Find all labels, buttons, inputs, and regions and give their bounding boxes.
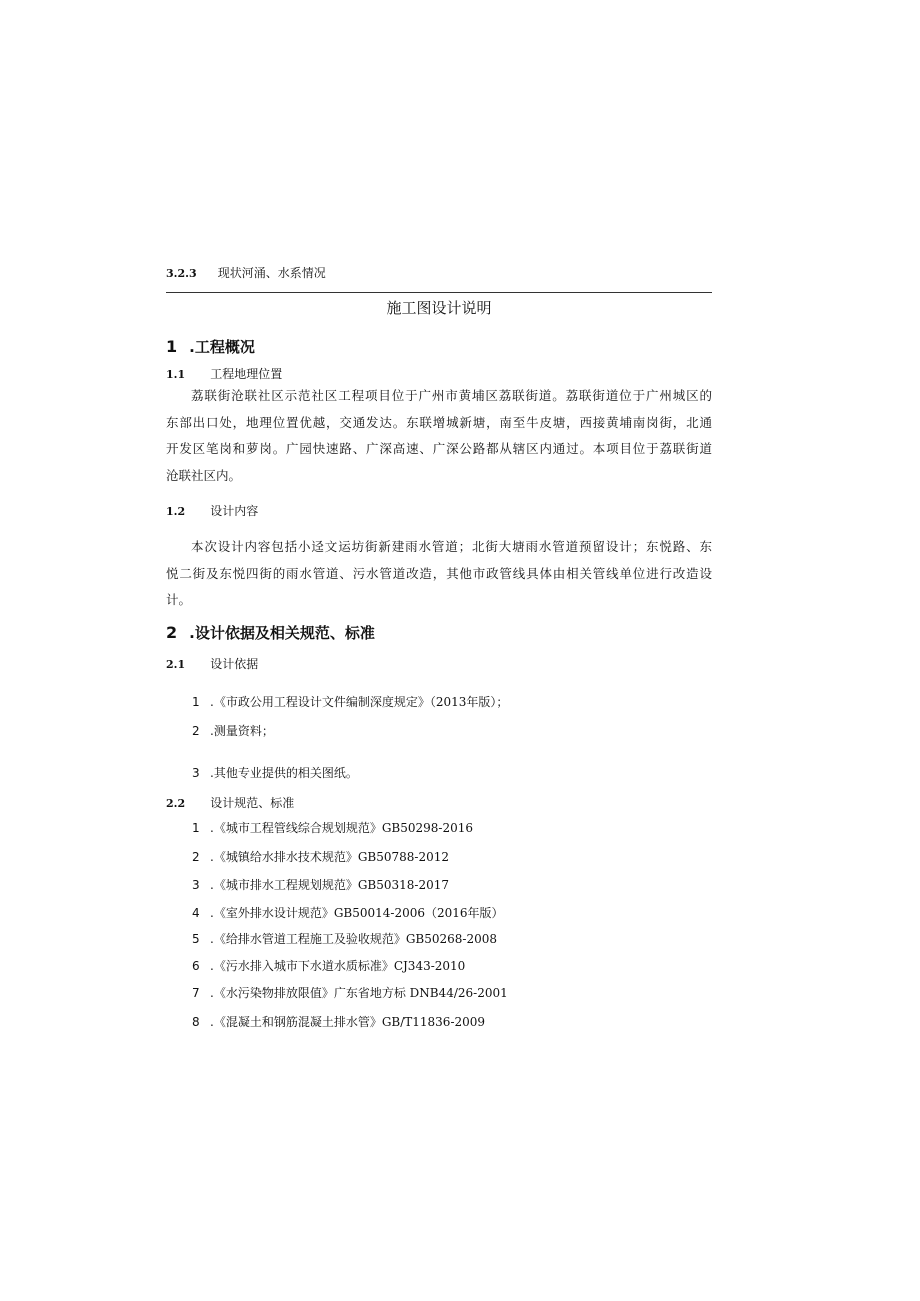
subsection-2-2-number: 2.2 bbox=[166, 797, 186, 810]
paragraph-1-1 bbox=[166, 383, 712, 489]
list-item-number: 5 bbox=[192, 932, 200, 946]
list-item bbox=[192, 819, 473, 836]
paragraph-line: 悦二街及东悦四街的雨水管道、污水管道改造，其他市政管线具体由相关管线单位进行改造设 bbox=[166, 565, 712, 581]
list-item-text: .《给排水管道工程施工及验收规范》GB50268-2008 bbox=[210, 932, 497, 946]
section-1-heading bbox=[166, 336, 255, 357]
list-item-number: 1 bbox=[192, 695, 200, 709]
list-item-text: .《城市排水工程规划规范》GB50318-2017 bbox=[210, 878, 449, 892]
list-item-text: .《水污染物排放限值》广东省地方标 DNB44/26-2001 bbox=[210, 986, 508, 1000]
paragraph-line: 荔联街沧联社区示范社区工程项目位于广州市黄埔区荔联街道。荔联街道位于广州城区的 bbox=[191, 388, 712, 403]
list-item-number: 3 bbox=[192, 766, 200, 780]
subsection-2-1-number: 2.1 bbox=[166, 658, 186, 671]
header-section bbox=[166, 262, 326, 281]
list-item-number: 2 bbox=[192, 850, 200, 864]
subsection-2-1-heading bbox=[166, 653, 258, 672]
header-divider bbox=[166, 292, 712, 293]
section-2-number: 2 bbox=[166, 623, 178, 642]
list-item-text: .《室外排水设计规范》GB50014-2006（2016年版） bbox=[210, 906, 504, 920]
subsection-1-1-heading bbox=[166, 363, 282, 382]
list-item-text: .《混凝土和钢筋混凝土排水管》GB/T11836-2009 bbox=[210, 1015, 486, 1029]
subsection-1-1-number: 1.1 bbox=[166, 368, 186, 381]
list-item-text: .其他专业提供的相关图纸。 bbox=[210, 766, 358, 780]
list-item-number: 8 bbox=[192, 1015, 200, 1029]
paragraph-line: 本次设计内容包括小迳文运坊街新建雨水管道；北街大塘雨水管道预留设计；东悦路、东 bbox=[191, 539, 712, 554]
list-item-number: 4 bbox=[192, 906, 200, 920]
list-item-number: 2 bbox=[192, 724, 200, 738]
list-item bbox=[192, 693, 508, 710]
list-item-text: .《城市工程管线综合规划规范》GB50298-2016 bbox=[210, 821, 473, 835]
list-item-text: .《污水排入城市下水道水质标准》CJ343-2010 bbox=[210, 959, 466, 973]
subsection-1-2-title: 设计内容 bbox=[210, 504, 259, 518]
paragraph-line: 沧联社区内。 bbox=[166, 467, 242, 483]
subsection-2-2-heading bbox=[166, 792, 294, 811]
page-title: 施工图设计说明 bbox=[386, 299, 492, 317]
subsection-2-1-title: 设计依据 bbox=[210, 657, 259, 671]
paragraph-line: 开发区笔岗和萝岗。广园快速路、广深高速、广深公路都从辖区内通过。本项目位于荔联街道 bbox=[166, 441, 712, 456]
list-item-number: 3 bbox=[192, 878, 200, 892]
subsection-2-2-title: 设计规范、标准 bbox=[210, 796, 295, 810]
list-item-number: 6 bbox=[192, 959, 200, 973]
list-item-text: .《城镇给水排水技术规范》GB50788-2012 bbox=[210, 850, 449, 864]
subsection-1-2-number: 1.2 bbox=[166, 505, 186, 518]
list-item bbox=[192, 764, 358, 781]
section-1-title: .工程概况 bbox=[189, 338, 255, 356]
list-item bbox=[192, 930, 497, 947]
list-item-text: .《市政公用工程设计文件编制深度规定》（2013年版）； bbox=[210, 695, 509, 709]
list-item bbox=[192, 957, 465, 974]
list-item-number: 1 bbox=[192, 821, 200, 835]
section-2-heading bbox=[166, 622, 375, 643]
paragraph-1-2 bbox=[166, 534, 712, 614]
paragraph-line: 计。 bbox=[166, 592, 192, 607]
subsection-1-1-title: 工程地理位置 bbox=[210, 367, 283, 381]
list-item-number: 7 bbox=[192, 986, 200, 1000]
section-1-number: 1 bbox=[166, 337, 178, 356]
header-section-number: 3.2.3 bbox=[166, 267, 197, 280]
paragraph-line: 东部出口处，地理位置优越，交通发达。东联增城新塘，南至牛皮塘，西接黄埔南岗街，北通 bbox=[166, 414, 712, 430]
section-2-title: .设计依据及相关规范、标准 bbox=[189, 624, 375, 642]
list-item bbox=[192, 848, 449, 865]
list-item bbox=[192, 984, 508, 1001]
list-item-text: .测量资料； bbox=[210, 724, 274, 738]
list-item bbox=[192, 1013, 485, 1030]
header-section-title: 现状河涌、水系情况 bbox=[217, 266, 326, 280]
list-item bbox=[192, 876, 449, 893]
list-item bbox=[192, 904, 504, 921]
subsection-1-2-heading bbox=[166, 500, 258, 519]
list-item bbox=[192, 722, 274, 739]
